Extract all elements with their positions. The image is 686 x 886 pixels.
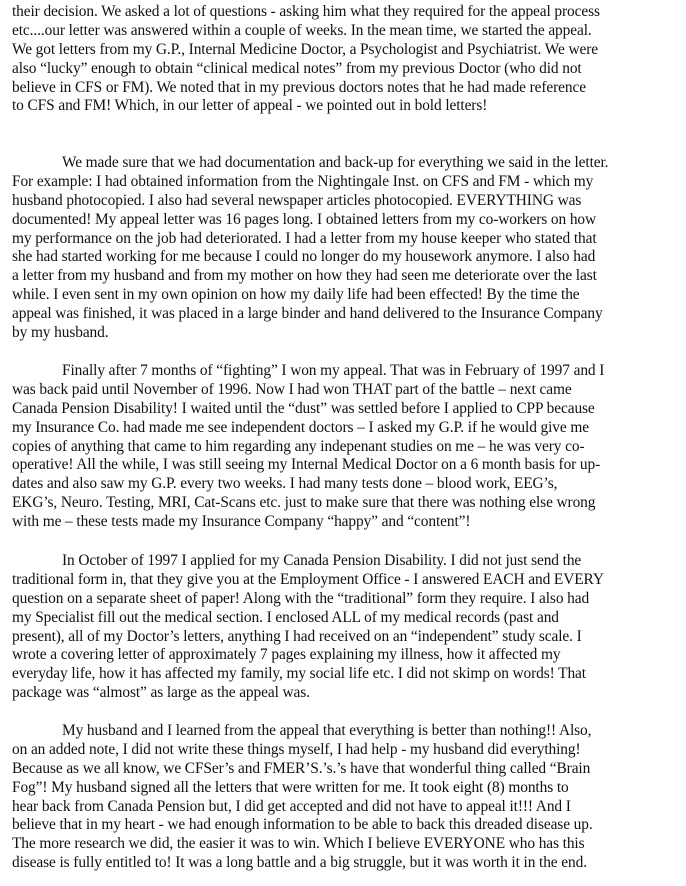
text-line: etc....our letter was answered within a couple of weeks. In the mean time, we started the appeal. (12, 21, 592, 39)
text-line: a letter from my husband and from my mother on how they had seen me deteriorate over the last (12, 267, 597, 285)
text-line: For example: I had obtained information from the Nightingale Inst. on CFS and FM - which my (12, 172, 594, 190)
text-line: The more research we did, the easier it was to win. Which I believe EVERYONE who has this (12, 835, 585, 853)
text-line: Canada Pension Disability! I waited until the “dust” was settled before I applied to CPP because (12, 399, 595, 417)
text-line: by my husband. (12, 324, 109, 342)
text-line: We got letters from my G.P., Internal Medicine Doctor, a Psychologist and Psychiatrist. We were (12, 40, 598, 58)
text-line: was back paid until November of 1996. Now I had won THAT part of the battle – next came (12, 380, 572, 398)
text-line: My husband and I learned from the appeal that everything is better than nothing!! Also, (62, 722, 592, 739)
text-line: Finally after 7 months of “fighting” I won my appeal. That was in February of 1997 and I (62, 362, 605, 379)
text-line: on an added note, I did not write these things myself, I had help - my husband did everything! (12, 740, 581, 758)
text-line: traditional form in, that they give you at the Employment Office - I answered EACH and EVERY (12, 570, 604, 588)
text-line: Fog”! My husband signed all the letters that were written for me. It took eight (8) months to (12, 778, 569, 796)
text-line: In October of 1997 I applied for my Canada Pension Disability. I did not just send the (62, 552, 582, 569)
text-line: my performance on the job had deteriorated. I had a letter from my house keeper who stated that (12, 229, 597, 247)
text-line: my Insurance Co. had made me see independent doctors – I asked my G.P. if he would give me (12, 418, 589, 436)
text-line: everyday life, how it has affected my family, my social life etc. I did not skimp on words! That (12, 665, 586, 683)
text-line: while. I even sent in my own opinion on how my daily life had been effected! By the time the (12, 286, 580, 304)
text-line: with me – these tests made my Insurance Company “happy” and “content”! (12, 513, 471, 531)
text-line: believe that in my heart - we had enough information to be able to back this dreaded disease up. (12, 816, 593, 834)
text-line: dates and also saw my G.P. every two weeks. I had many tests done – blood work, EEG’s, (12, 475, 558, 493)
text-line: she had started working for me because I could no longer do my housework anymore. I also had (12, 248, 596, 266)
text-line: my Specialist fill out the medical section. I enclosed ALL of my medical records (past and (12, 608, 559, 626)
paragraph-conclusion (12, 722, 684, 873)
text-line: appeal was finished, it was placed in a large binder and hand delivered to the Insurance Company (12, 305, 603, 323)
text-line: also “lucky” enough to obtain “clinical medical notes” from my previous Doctor (who did not (12, 59, 582, 77)
text-line: hear back from Canada Pension but, I did get accepted and did not have to appeal it!!! And I (12, 797, 571, 815)
text-line: operative! All the while, I was still seeing my Internal Medical Doctor on a 6 month basis for up- (12, 456, 601, 474)
text-line: disease is fully entitled to! It was a long battle and a big struggle, but it was worth it in the end. (12, 854, 587, 872)
paragraph-appeal-letters (12, 3, 684, 116)
text-line: to CFS and FM! Which, in our letter of appeal - we pointed out in bold letters! (12, 97, 488, 115)
text-line: believe in CFS or FM). We noted that in my previous doctors notes that he had made reference (12, 78, 586, 96)
text-line: EKG’s, Neuro. Testing, MRI, Cat-Scans etc. just to make sure that there was nothing else wrong (12, 494, 596, 512)
text-line: documented! My appeal letter was 16 pages long. I obtained letters from my co-workers on how (12, 210, 597, 228)
text-line: husband photocopied. I also had several newspaper articles photocopied. EVERYTHING was (12, 191, 582, 209)
paragraph-documentation (12, 154, 684, 343)
text-line: Because as we all know, we CFSer’s and FMER’S.’s.’s have that wonderful thing called “Brain (12, 759, 591, 777)
text-line: package was “almost” as large as the appeal was. (12, 684, 310, 702)
text-line: question on a separate sheet of paper! Along with the “traditional” form they require. I also had (12, 589, 590, 607)
text-line: copies of anything that came to him regarding any indepenant studies on me – he was very co- (12, 437, 585, 455)
paragraph-won-appeal (12, 362, 684, 532)
paragraph-canada-pension (12, 552, 684, 703)
text-line: wrote a covering letter of approximately 7 pages explaining my illness, how it affected my (12, 646, 561, 664)
text-line: We made sure that we had documentation and back-up for everything we said in the letter. (62, 154, 609, 171)
text-line: their decision. We asked a lot of questions - asking him what they required for the appeal process (12, 3, 600, 20)
text-line: present), all of my Doctor’s letters, anything I had received on an “independent” study scale. I (12, 627, 582, 645)
